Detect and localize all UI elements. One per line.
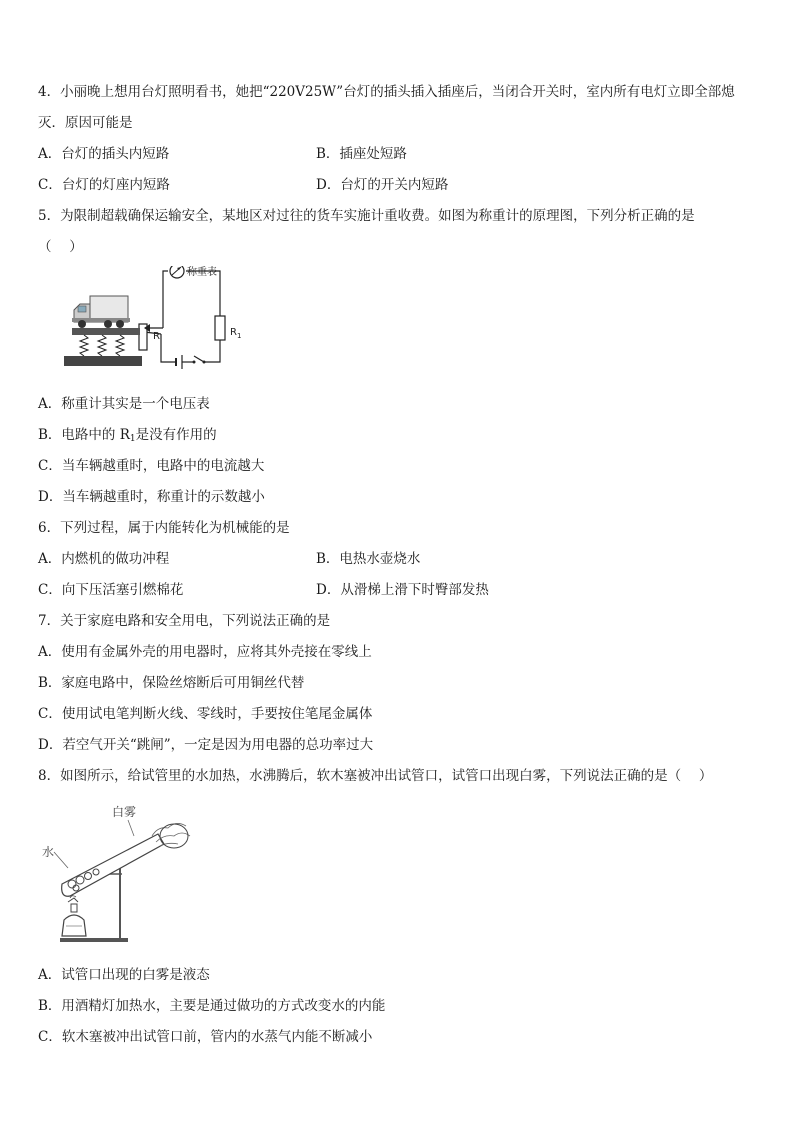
q7-stem: 7．关于家庭电路和安全用电，下列说法正确的是: [38, 613, 331, 629]
scale-base: [64, 356, 142, 366]
r1-label: $R_1$: [230, 327, 242, 340]
q6-option-c: C．向下压活塞引燃棉花: [38, 582, 184, 598]
q5-option-d: D．当车辆越重时，称重计的示数越小: [38, 489, 265, 505]
q4-stem-line2: 灭．原因可能是: [38, 115, 133, 131]
q5-stem-line1: 5．为限制超载确保运输安全，某地区对过往的货车实施计重收费。如图为称重计的原理图，下列分析正确的是: [38, 208, 695, 224]
q6-option-a: A．内燃机的做功冲程: [38, 551, 170, 567]
test-tube: [62, 834, 164, 896]
q4-option-a: A．台灯的插头内短路: [38, 146, 170, 162]
alcohol-lamp-icon: [62, 896, 86, 936]
water-label: 水: [42, 845, 55, 859]
q7-option-c: C．使用试电笔判断火线、零线时，手要按住笔尾金属体: [38, 706, 373, 722]
q4-option-b: B．插座处短路: [316, 146, 407, 162]
q5-option-c: C．当车辆越重时，电路中的电流越大: [38, 458, 265, 474]
stand-base: [60, 938, 128, 942]
q8-option-a: A．试管口出现的白雾是液态: [38, 967, 210, 983]
truck-icon: [72, 296, 130, 328]
q7-option-b: B．家庭电路中，保险丝熔断后可用铜丝代替: [38, 675, 305, 691]
q8-stem: 8．如图所示，给试管里的水加热，水沸腾后，软木塞被冲出试管口，试管口出现白雾，下列说法正确的是（ ）: [38, 768, 713, 784]
q5-option-b: B．电路中的 $R_1$是没有作用的: [38, 427, 217, 444]
weighing-meter-icon: [170, 266, 184, 278]
q8-option-b: B．用酒精灯加热水，主要是通过做功的方式改变水的内能: [38, 998, 386, 1014]
r-label: R: [153, 331, 160, 342]
q6-option-d: D．从滑梯上滑下时臀部发热: [316, 582, 489, 598]
q4-option-c: C．台灯的灯座内短路: [38, 177, 170, 193]
q4-option-d: D．台灯的开关内短路: [316, 177, 449, 193]
q7-option-a: A．使用有金属外壳的用电器时，应将其外壳接在零线上: [38, 644, 372, 660]
scale-platform: [72, 328, 140, 335]
q6-option-b: B．电热水壶烧水: [316, 551, 421, 567]
q8-option-c: C．软木塞被冲出试管口前，管内的水蒸气内能不断减小: [38, 1029, 373, 1045]
q5-stem-line2: （ ）: [38, 239, 83, 255]
q7-option-d: D．若空气开关“跳闸”，一定是因为用电器的总功率过大: [38, 737, 374, 753]
meter-label: 称重表: [187, 267, 217, 278]
q4-stem-line1: 4．小丽晚上想用台灯照明看书，她把“220V25W”台灯的插头插入插座后，当闭合开关时，室内所有电灯立即全部熄: [38, 84, 735, 100]
q5-option-a: A．称重计其实是一个电压表: [38, 396, 210, 412]
springs: [80, 335, 124, 356]
switch: [194, 356, 204, 362]
resistor-r1: [215, 316, 225, 340]
test-tube-heating-diagram: [40, 800, 200, 950]
weighing-scale-circuit-diagram: [58, 266, 258, 374]
q6-stem: 6．下列过程，属于内能转化为机械能的是: [38, 520, 290, 536]
fog-label: 白雾: [112, 805, 137, 819]
